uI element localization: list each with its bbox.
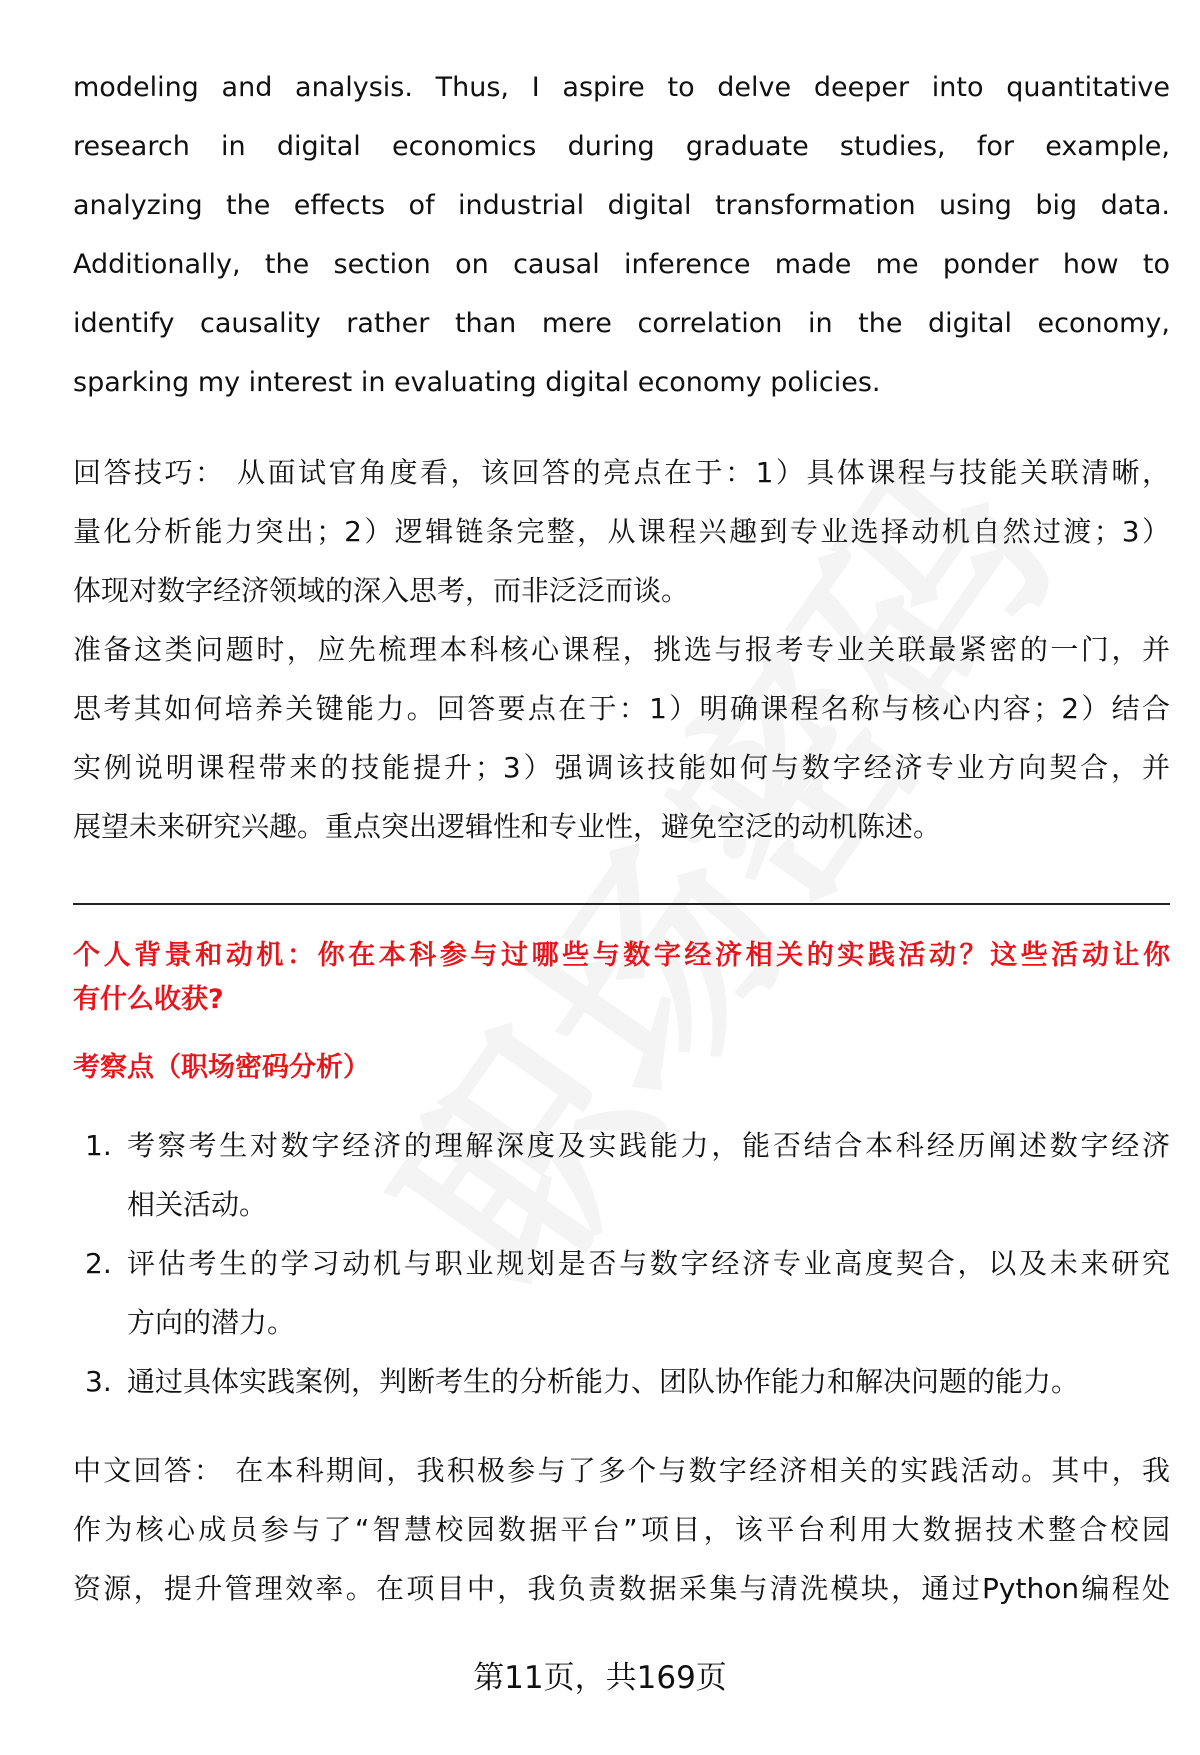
list-number: 1. — [85, 1129, 112, 1162]
text-line: 个人背景和动机：你在本科参与过哪些与数字经济相关的实践活动？这些活动让你 — [73, 940, 1170, 971]
chinese-answer-paragraph — [73, 1441, 1170, 1618]
section-divider — [73, 903, 1170, 905]
text-line: 中文回答： 在本科期间，我积极参与了多个与数字经济相关的实践活动。其中，我 — [73, 1454, 1170, 1487]
list-item — [73, 1116, 1170, 1234]
list-number: 3. — [85, 1365, 112, 1398]
text-line: 思考其如何培养关键能力。回答要点在于：1）明确课程名称与核心内容；2）结合 — [73, 692, 1170, 725]
page-number: 第11页，共169页 — [473, 1660, 727, 1696]
text-line: 有什么收获? — [73, 984, 224, 1015]
text-line: 考察考生对数字经济的理解深度及实践能力，能否结合本科经历阐述数字经济 — [127, 1129, 1170, 1162]
analysis-heading — [73, 1046, 1170, 1090]
text-line: 评估考生的学习动机与职业规划是否与数字经济专业高度契合，以及未来研究 — [127, 1247, 1170, 1280]
text-line: 通过具体实践案例，判断考生的分析能力、团队协作能力和解决问题的能力。 — [127, 1365, 1080, 1398]
text-line: 准备这类问题时，应先梳理本科核心课程，挑选与报考专业关联最紧密的一门，并 — [73, 633, 1170, 666]
text-line: analyzing the effects of industrial digital transformation using big data. — [73, 190, 1170, 221]
question-heading — [73, 934, 1170, 1022]
text-line: 体现对数字经济领域的深入思考，而非泛泛而谈。 — [73, 574, 690, 607]
list-item — [73, 1234, 1170, 1352]
text-line: 相关活动。 — [127, 1188, 268, 1221]
text-line: 回答技巧： 从面试官角度看，该回答的亮点在于：1）具体课程与技能关联清晰， — [73, 456, 1170, 489]
list-item — [73, 1352, 1170, 1411]
english-paragraph — [73, 58, 1170, 412]
tips-paragraph — [73, 443, 1170, 620]
text-line: 量化分析能力突出；2）逻辑链条完整，从课程兴趣到专业选择动机自然过渡；3） — [73, 515, 1170, 548]
prep-paragraph — [73, 620, 1170, 856]
list-number: 2. — [85, 1247, 112, 1280]
text-line: 资源，提升管理效率。在项目中，我负责数据采集与清洗模块，通过Python编程处 — [73, 1572, 1170, 1605]
text-line: Additionally, the section on causal inference made me ponder how to — [73, 249, 1170, 280]
text-line: 考察点（职场密码分析） — [73, 1052, 370, 1083]
text-line: 方向的潜力。 — [127, 1306, 296, 1339]
text-line: identify causality rather than mere correlation in the digital economy, — [73, 308, 1170, 339]
text-line: sparking my interest in evaluating digital economy policies. — [73, 367, 881, 398]
text-line: research in digital economics during graduate studies, for example, — [73, 131, 1170, 162]
text-line: 展望未来研究兴趣。重点突出逻辑性和专业性，避免空泛的动机陈述。 — [73, 810, 942, 843]
text-line: modeling and analysis. Thus, I aspire to delve deeper into quantitative — [73, 72, 1170, 103]
text-line: 实例说明课程带来的技能提升；3）强调该技能如何与数字经济专业方向契合，并 — [73, 751, 1170, 784]
text-line: 作为核心成员参与了“智慧校园数据平台”项目，该平台利用大数据技术整合校园 — [73, 1513, 1170, 1546]
analysis-list — [73, 1116, 1170, 1411]
